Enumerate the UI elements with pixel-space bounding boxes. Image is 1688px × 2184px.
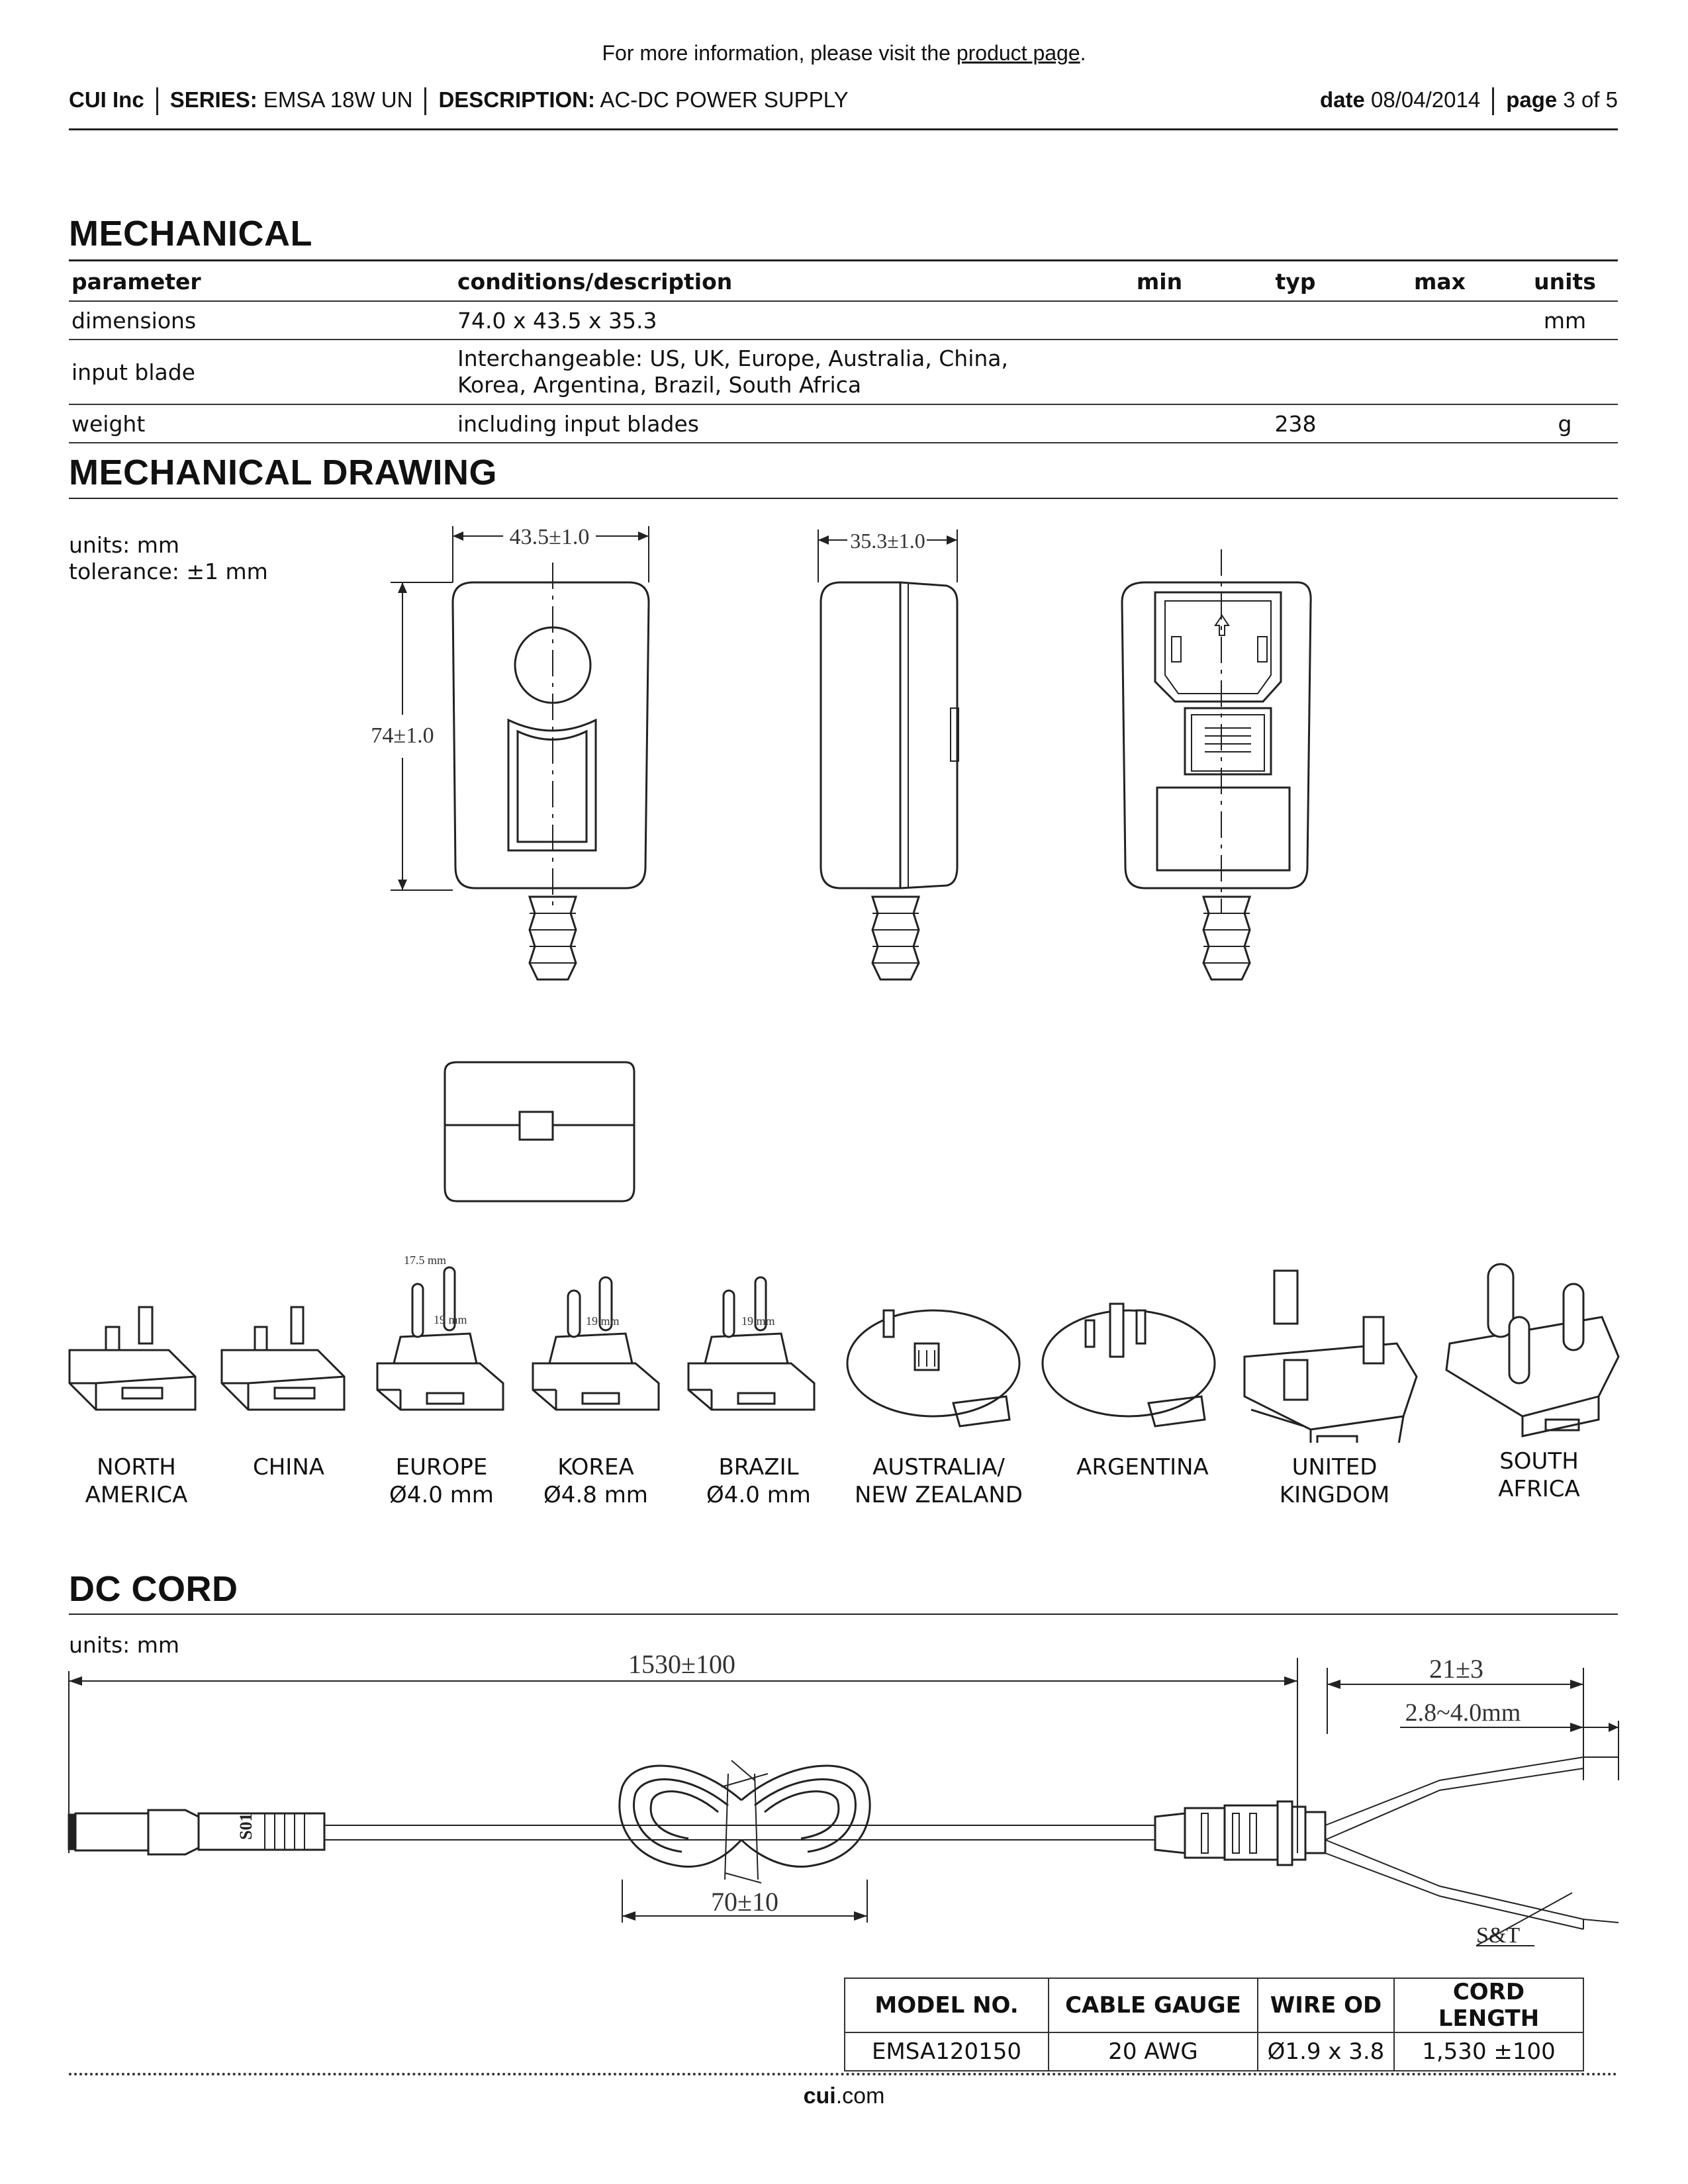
col-model-no: MODEL NO. xyxy=(845,1978,1049,2032)
page-label: page xyxy=(1506,87,1558,112)
info-prefix: For more information, please visit the xyxy=(602,41,957,65)
cell-parameter: weight xyxy=(69,404,455,443)
mechanical-table xyxy=(69,262,1618,443)
cord-coil xyxy=(620,1760,870,1883)
cell-typ xyxy=(1223,340,1368,404)
col-wire-od: WIRE OD xyxy=(1258,1978,1394,2032)
table-row xyxy=(69,301,1618,340)
back-view xyxy=(1122,549,1311,979)
plug-label-line1: KOREA xyxy=(557,1454,634,1480)
plug-label-argentina xyxy=(1063,1453,1222,1481)
cell-parameter: dimensions xyxy=(69,301,455,340)
cell-cord-length: 1,530 ±100 xyxy=(1394,2032,1583,2071)
dim-tin-length: 2.8~4.0mm xyxy=(1405,1699,1521,1727)
footer xyxy=(0,2083,1688,2109)
company-name: CUI Inc xyxy=(69,87,144,112)
table-header-row xyxy=(69,262,1618,301)
plug-label-line1: EUROPE xyxy=(395,1454,488,1480)
col-min: min xyxy=(1096,262,1223,301)
footer-divider xyxy=(69,2073,1618,2075)
plug-label-line2: KINGDOM xyxy=(1279,1482,1390,1508)
info-suffix: . xyxy=(1080,41,1086,65)
plug-label-europe xyxy=(362,1453,521,1509)
cell-units: mm xyxy=(1512,301,1618,340)
product-page-link[interactable]: product page xyxy=(956,41,1080,65)
mechanical-rule xyxy=(69,259,1618,261)
table-row xyxy=(69,340,1618,404)
plug-dim-c: 19 mm xyxy=(586,1314,620,1328)
dim-depth-label: 35.3±1.0 xyxy=(850,529,925,553)
cell-typ: 238 xyxy=(1223,404,1368,443)
table-row xyxy=(69,404,1618,443)
bottom-view xyxy=(445,1062,634,1201)
col-conditions: conditions/description xyxy=(455,262,1096,301)
plug-china xyxy=(222,1307,344,1410)
cell-units: g xyxy=(1512,404,1618,443)
cell-cable-gauge: 20 AWG xyxy=(1049,2032,1258,2071)
dc-cord-title: DC CORD xyxy=(69,1569,238,1609)
cord-table xyxy=(844,1978,1584,2071)
col-max: max xyxy=(1368,262,1512,301)
dim-coil-length: 70±10 xyxy=(711,1887,778,1917)
plug-label-australia xyxy=(839,1453,1038,1509)
mechanical-drawing-title: MECHANICAL DRAWING xyxy=(69,453,497,492)
dc-cord-units: units: mm xyxy=(69,1632,180,1658)
plug-label-line2: Ø4.0 mm xyxy=(389,1482,494,1508)
description-value: AC-DC POWER SUPPLY xyxy=(600,87,849,112)
cell-parameter: input blade xyxy=(69,340,455,404)
plug-south-africa xyxy=(1446,1264,1618,1436)
dim-width-label: 43.5±1.0 xyxy=(509,525,590,549)
cell-conditions: 74.0 x 43.5 x 35.3 xyxy=(455,301,1096,340)
cell-min xyxy=(1096,301,1223,340)
mechanical-drawing xyxy=(0,503,1688,1443)
plug-label-north-america xyxy=(57,1453,216,1509)
plug-dim-a: 17.5 mm xyxy=(404,1253,447,1267)
cell-max xyxy=(1368,301,1512,340)
plug-label-line1: BRAZIL xyxy=(718,1454,799,1480)
plug-label-line2: Ø4.8 mm xyxy=(543,1482,648,1508)
plug-label-united-kingdom xyxy=(1255,1453,1414,1509)
cell-wire-od: Ø1.9 x 3.8 xyxy=(1258,2032,1394,2071)
description-label: DESCRIPTION: xyxy=(438,87,595,112)
cell-model-no: EMSA120150 xyxy=(845,2032,1049,2071)
plug-argentina xyxy=(1043,1304,1215,1426)
plug-label-line1: NORTH xyxy=(97,1454,176,1480)
plug-united-kingdom xyxy=(1244,1271,1417,1443)
dim-height-label: 74±1.0 xyxy=(371,723,434,748)
cell-max xyxy=(1368,340,1512,404)
cell-max xyxy=(1368,404,1512,443)
plug-label-line1: UNITED xyxy=(1291,1454,1378,1480)
plug-label-korea xyxy=(516,1453,675,1509)
drawing-units: units: mm xyxy=(69,532,180,558)
plug-label-brazil xyxy=(679,1453,838,1509)
plug-label-line1: SOUTH xyxy=(1499,1448,1579,1475)
cell-conditions: including input blades xyxy=(455,404,1096,443)
col-units: units xyxy=(1512,262,1618,301)
plug-korea xyxy=(533,1277,659,1410)
cell-min xyxy=(1096,340,1223,404)
cell-conditions xyxy=(455,340,1096,404)
table-header-row xyxy=(845,1978,1583,2032)
plug-dim-b: 19 mm xyxy=(434,1313,467,1326)
cell-conditions-line1: Interchangeable: US, UK, Europe, Australia, China, xyxy=(457,345,1009,371)
page-value: 3 of 5 xyxy=(1563,87,1618,112)
plug-label-line1: AUSTRALIA/ xyxy=(872,1454,1005,1480)
footer-domain: .com xyxy=(835,2083,885,2109)
front-view xyxy=(371,525,649,979)
cell-min xyxy=(1096,404,1223,443)
drawing-rule xyxy=(69,498,1618,499)
col-parameter: parameter xyxy=(69,262,455,301)
label-st: S&T xyxy=(1476,1923,1521,1948)
plug-label-line1: CHINA xyxy=(252,1454,325,1480)
drawing-tolerance: tolerance: ±1 mm xyxy=(69,559,268,584)
plug-dim-d: 19 mm xyxy=(741,1314,775,1328)
col-cord-length: CORD LENGTH xyxy=(1394,1978,1583,2032)
plug-label-line2: AMERICA xyxy=(85,1482,188,1508)
cell-conditions-line2: Korea, Argentina, Brazil, South Africa xyxy=(457,372,862,398)
plug-australia xyxy=(847,1310,1019,1426)
plug-label-line2: NEW ZEALAND xyxy=(855,1482,1023,1508)
table-row xyxy=(845,2032,1583,2071)
header-rule xyxy=(69,128,1618,130)
plug-label-line2: AFRICA xyxy=(1498,1476,1580,1502)
side-view xyxy=(818,529,959,979)
date-value: 08/04/2014 xyxy=(1371,87,1481,112)
cell-units xyxy=(1512,340,1618,404)
plug-north-america xyxy=(70,1307,195,1410)
series-label: SERIES: xyxy=(169,87,258,112)
plug-label-line1: ARGENTINA xyxy=(1076,1454,1209,1480)
plug-brazil xyxy=(688,1277,814,1410)
plug-label-line2: Ø4.0 mm xyxy=(706,1482,811,1508)
dc-cord-rule xyxy=(69,1614,1618,1615)
footer-brand: cui xyxy=(803,2083,836,2109)
cord-marking: S01 xyxy=(236,1813,256,1840)
page-header xyxy=(69,87,1618,128)
dim-strip-label: 21±3 xyxy=(1429,1654,1483,1684)
plug-label-south-africa xyxy=(1460,1447,1618,1503)
series-value: EMSA 18W UN xyxy=(263,87,413,112)
plug-label-china xyxy=(209,1453,368,1481)
dc-cord-drawing xyxy=(0,1641,1688,1972)
col-typ: typ xyxy=(1223,262,1368,301)
date-label: date xyxy=(1320,87,1365,112)
info-line xyxy=(0,41,1688,66)
mechanical-title: MECHANICAL xyxy=(69,214,312,253)
col-cable-gauge: CABLE GAUGE xyxy=(1049,1978,1258,2032)
plug-europe xyxy=(377,1253,503,1410)
dim-cord-length: 1530±100 xyxy=(628,1649,735,1679)
cell-typ xyxy=(1223,301,1368,340)
